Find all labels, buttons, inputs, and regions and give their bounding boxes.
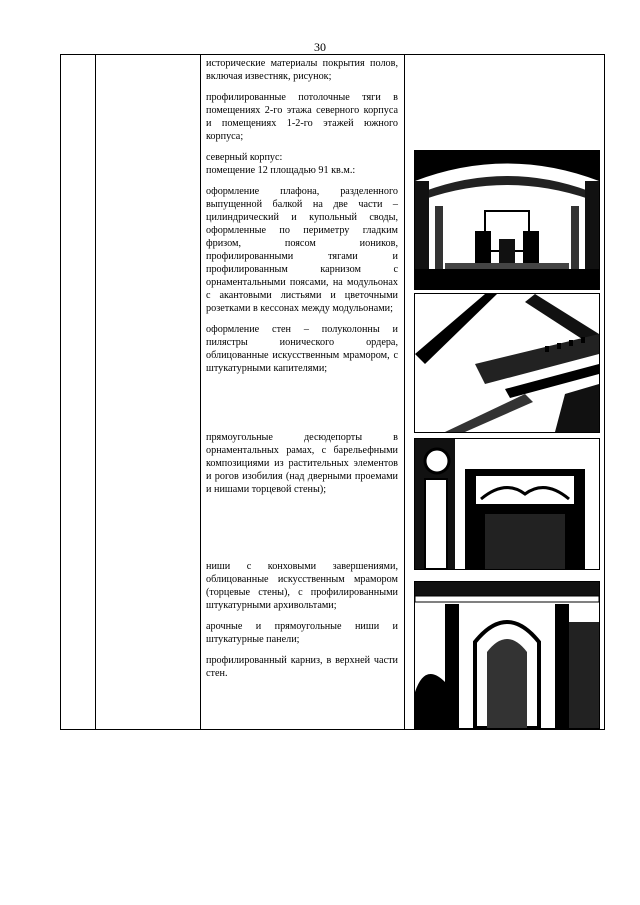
description-paragraph: профилированные потолочные тяги в помещениях 2-го этажа северного корпуса и помещениях 1-2-го этажей южного корпуса; xyxy=(206,92,398,142)
document-table xyxy=(60,54,605,730)
hall-interior-photo xyxy=(414,150,600,290)
column-divider xyxy=(95,55,96,729)
description-paragraph: ниши с конховыми завершениями, облицованные искусственным мрамором (торцевые стены), с профилированными штукатурными архивольтами; xyxy=(206,561,398,611)
column-divider xyxy=(404,55,405,729)
description-paragraph: прямоугольные десюдепорты в орнаментальных рамах, с барельефными композициями из растительных элементов и рогов изобилия (над дверными проемами и нишами торцевой стены); xyxy=(206,432,398,495)
description-paragraph: оформление плафона, разделенного выпущенной балкой на две части – цилиндрический и купольный своды, оформленные по периметру гладким фризом, поясом иоников, профилированными тягами и профилированным карнизом с орнаментальными поясами, на модульонах с акантовыми листьями и цветочными розетками в кессонах между модульонами; xyxy=(206,186,398,314)
description-paragraph: помещение 12 площадью 91 кв.м.: xyxy=(206,165,356,176)
description-paragraph: исторические материалы покрытия полов, включая известняк, рисунок; xyxy=(206,58,398,82)
ceiling-cornice-photo xyxy=(414,293,600,433)
description-paragraph: арочные и прямоугольные ниши и штукатурные панели; xyxy=(206,621,398,645)
wall-niche-photo xyxy=(414,581,600,729)
description-cell xyxy=(206,57,398,680)
description-paragraph: оформление стен – полуколонны и пилястры ионического ордера, облицованные искусственным мрамором, с штукатурными капителями; xyxy=(206,324,398,374)
description-paragraph: северный корпус: xyxy=(206,152,283,163)
description-paragraph: профилированный карниз, в верхней части стен. xyxy=(206,655,398,679)
column-divider xyxy=(200,55,201,729)
doorway-overdoor-photo xyxy=(414,438,600,570)
page-number: 30 xyxy=(314,40,326,54)
